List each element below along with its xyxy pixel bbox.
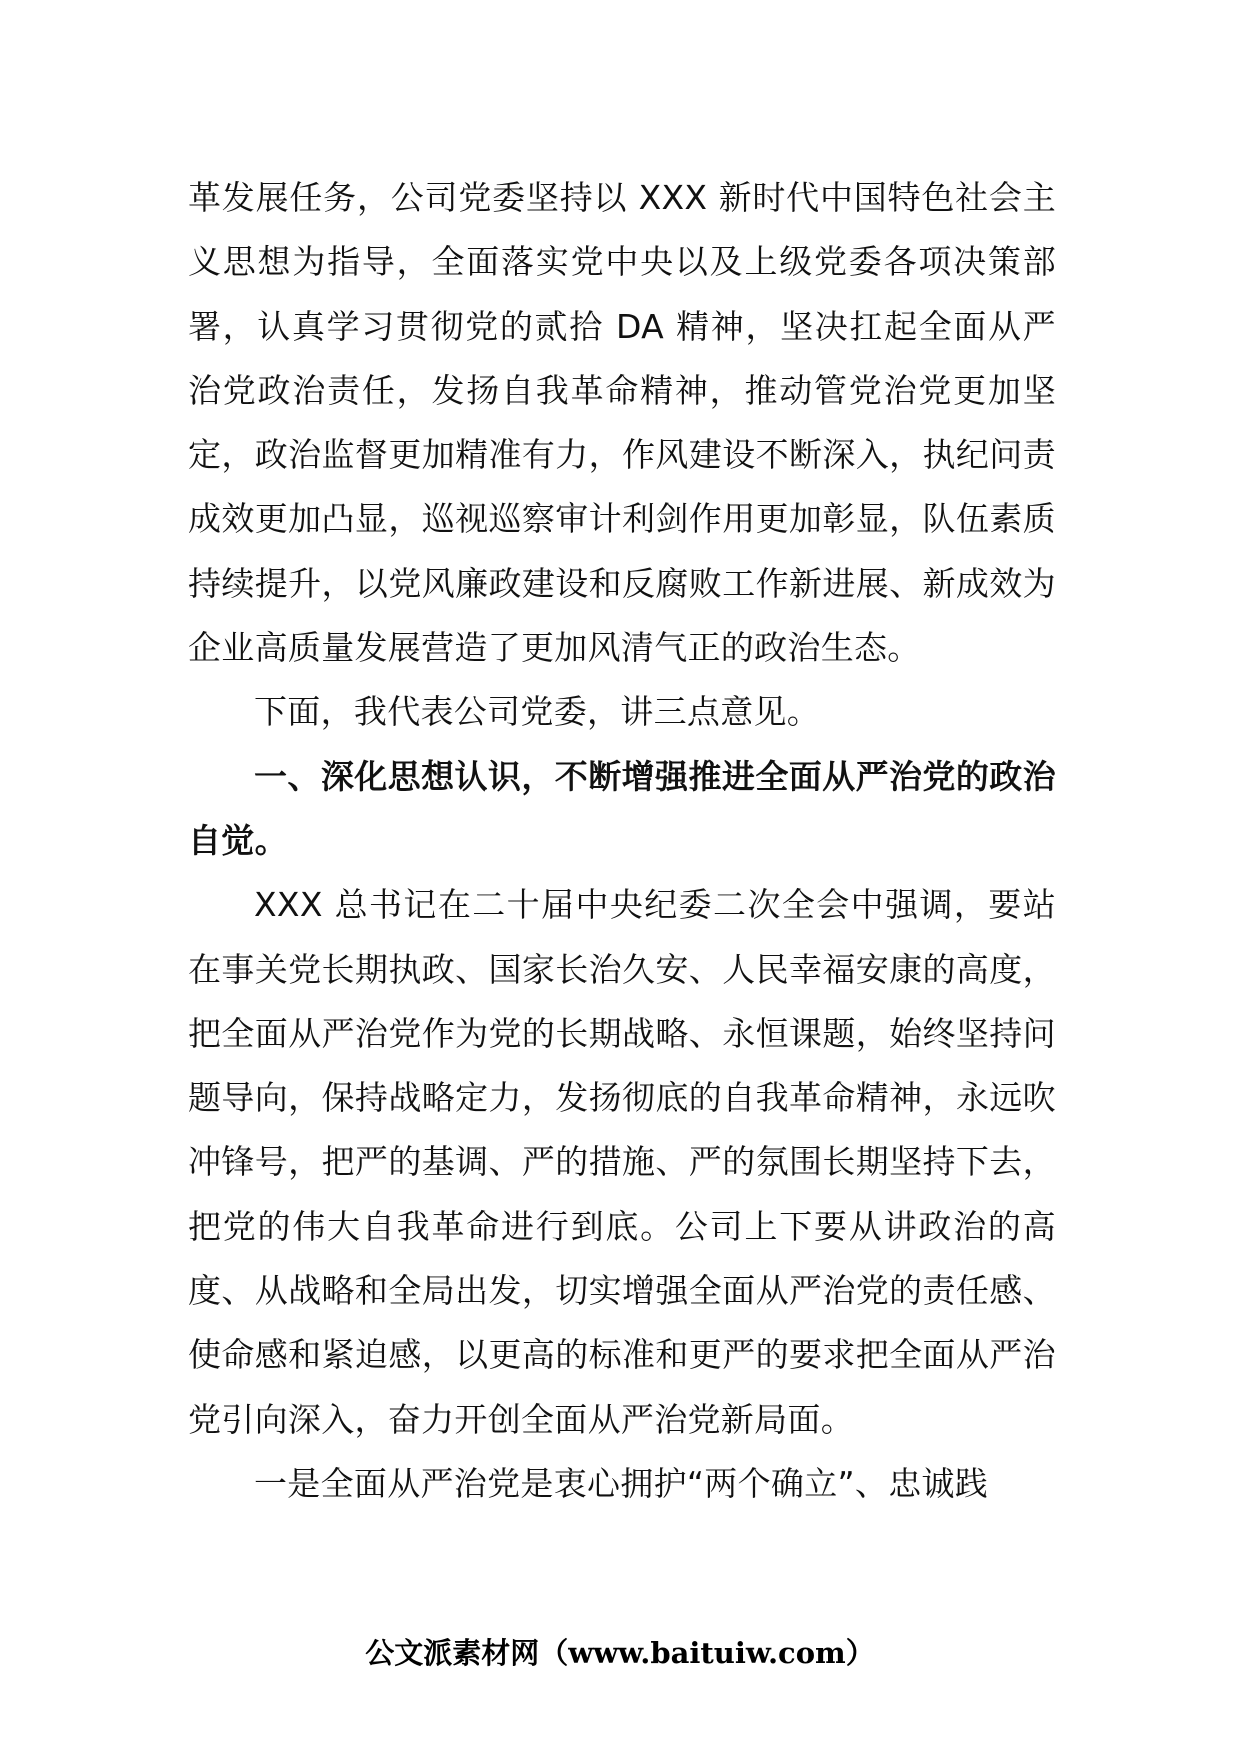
body-paragraph: 革发展任务，公司党委坚持以 XXX 新时代中国特色社会主义思想为指导，全面落实党中央以及上级党委各项决策部署，认真学习贯彻党的贰拾 DA 精神，坚决扛起全面从严治党政治责任，发扬自我革命精神，推动管党治党更加坚定，政治监督更加精准有力，作风建设不断深入，执纪问责成效更加凸显，巡视巡察审计利剑作用更加彰显，队伍素质持续提升，以党风廉政建设和反腐败工作新进展、新成效为企业高质量发展营造了更加风清气正的政治生态。 — [188, 178, 1056, 668]
body-paragraph: XXX 总书记在二十届中央纪委二次全会中强调，要站在事关党长期执政、国家长治久安、人民幸福安康的高度，把全面从严治党作为党的长期战略、永恒课题，始终坚持问题导向，保持战略定力，发扬彻底的自我革命精神，永远吹冲锋号，把严的基调、严的措施、严的氛围长期坚持下去，把党的伟大自我革命进行到底。公司上下要从讲政治的高度、从战略和全局出发，切实增强全面从严治党的责任感、使命感和紧迫感，以更高的标准和更严的要求把全面从严治党引向深入，奋力开创全面从严治党新局面。 — [188, 885, 1056, 1439]
body-paragraph: 下面，我代表公司党委，讲三点意见。 — [254, 692, 821, 732]
page-footer-watermark: 公文派素材网（www.baituiw.com） — [365, 1636, 875, 1670]
document-body — [188, 166, 1056, 1516]
body-paragraph: 一是全面从严治党是衷心拥护“两个确立”、忠诚践 — [254, 1463, 989, 1503]
section-heading: 一、深化思想认识，不断增强推进全面从严治党的政治自觉。 — [188, 756, 1056, 860]
